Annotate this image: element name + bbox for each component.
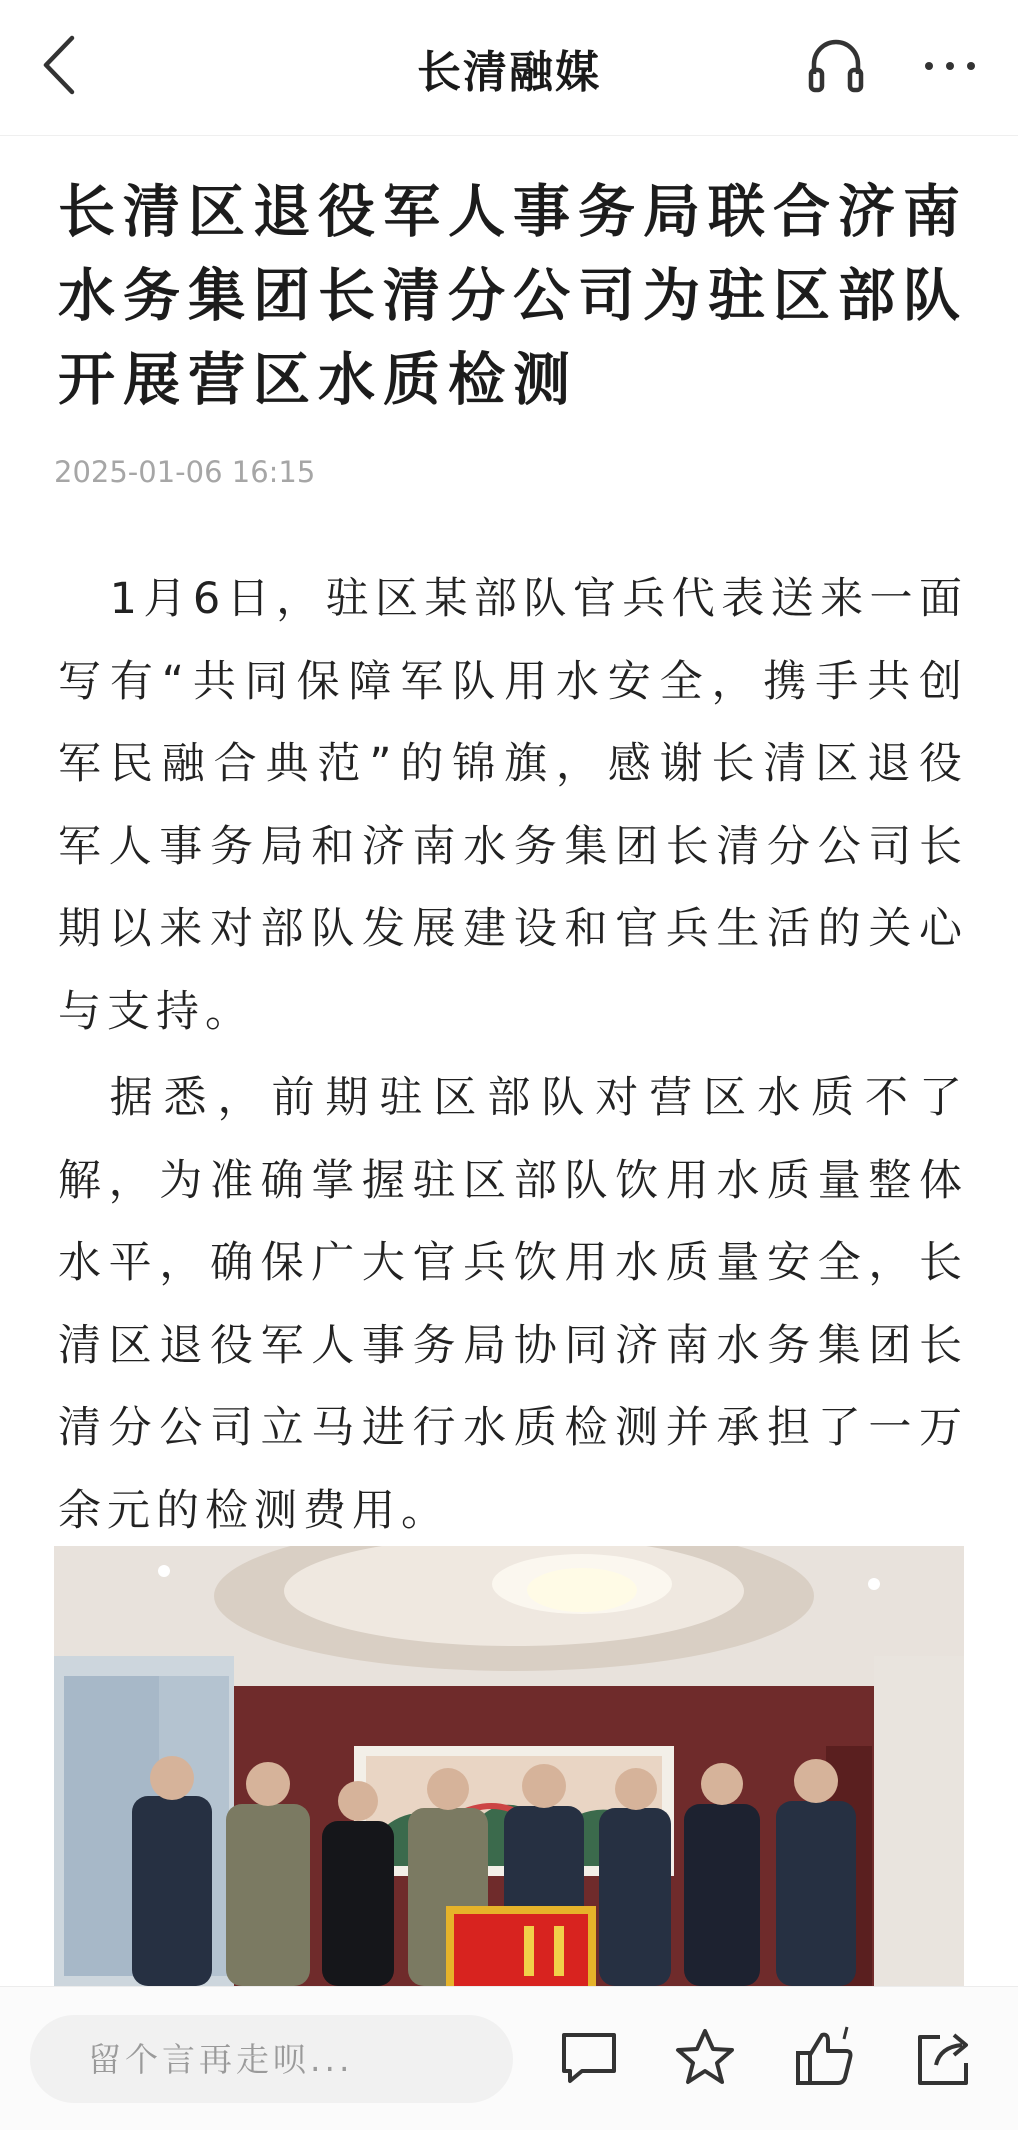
app-header xyxy=(0,0,1018,136)
article-photo xyxy=(54,1546,964,1986)
star-icon xyxy=(672,2025,738,2091)
article-title: 长清区退役军人事务局联合济南水务集团长清分公司为驻区部队开展营区水质检测 xyxy=(58,179,968,413)
favorite-button[interactable] xyxy=(672,2025,738,2091)
comment-icon xyxy=(556,2025,622,2091)
like-button[interactable] xyxy=(792,2025,858,2091)
publish-date: 2025-01-06 16:15 xyxy=(54,455,316,489)
more-button[interactable] xyxy=(920,34,980,98)
headphones-icon xyxy=(804,34,868,98)
bottom-action-bar xyxy=(0,1986,1018,2130)
share-icon xyxy=(912,2025,978,2091)
article-paragraph: 据悉，前期驻区部队对营区水质不了解，为准确掌握驻区部队饮用水质量整体水平，确保广大官兵饮用水质量安全，长清区退役军人事务局协同济南水务集团长清分公司立马进行水质检测并承担了一万余元的检测费用。 xyxy=(58,1073,968,1536)
comment-input[interactable] xyxy=(30,2015,513,2103)
share-button[interactable] xyxy=(912,2025,978,2091)
more-horizontal-icon xyxy=(920,34,980,98)
article-paragraph: 1月6日，驻区某部队官兵代表送来一面写有“共同保障军队用水安全，携手共创军民融合典范”的锦旗，感谢长清区退役军人事务局和济南水务集团长清分公司长期以来对部队发展建设和官兵生活的关心与支持。 xyxy=(58,574,968,1037)
comment-button[interactable] xyxy=(556,2025,622,2091)
app-title: 长清融媒 xyxy=(417,47,601,98)
article-body xyxy=(58,558,968,1556)
audio-button[interactable] xyxy=(804,34,868,98)
thumbs-up-icon xyxy=(792,2025,858,2091)
